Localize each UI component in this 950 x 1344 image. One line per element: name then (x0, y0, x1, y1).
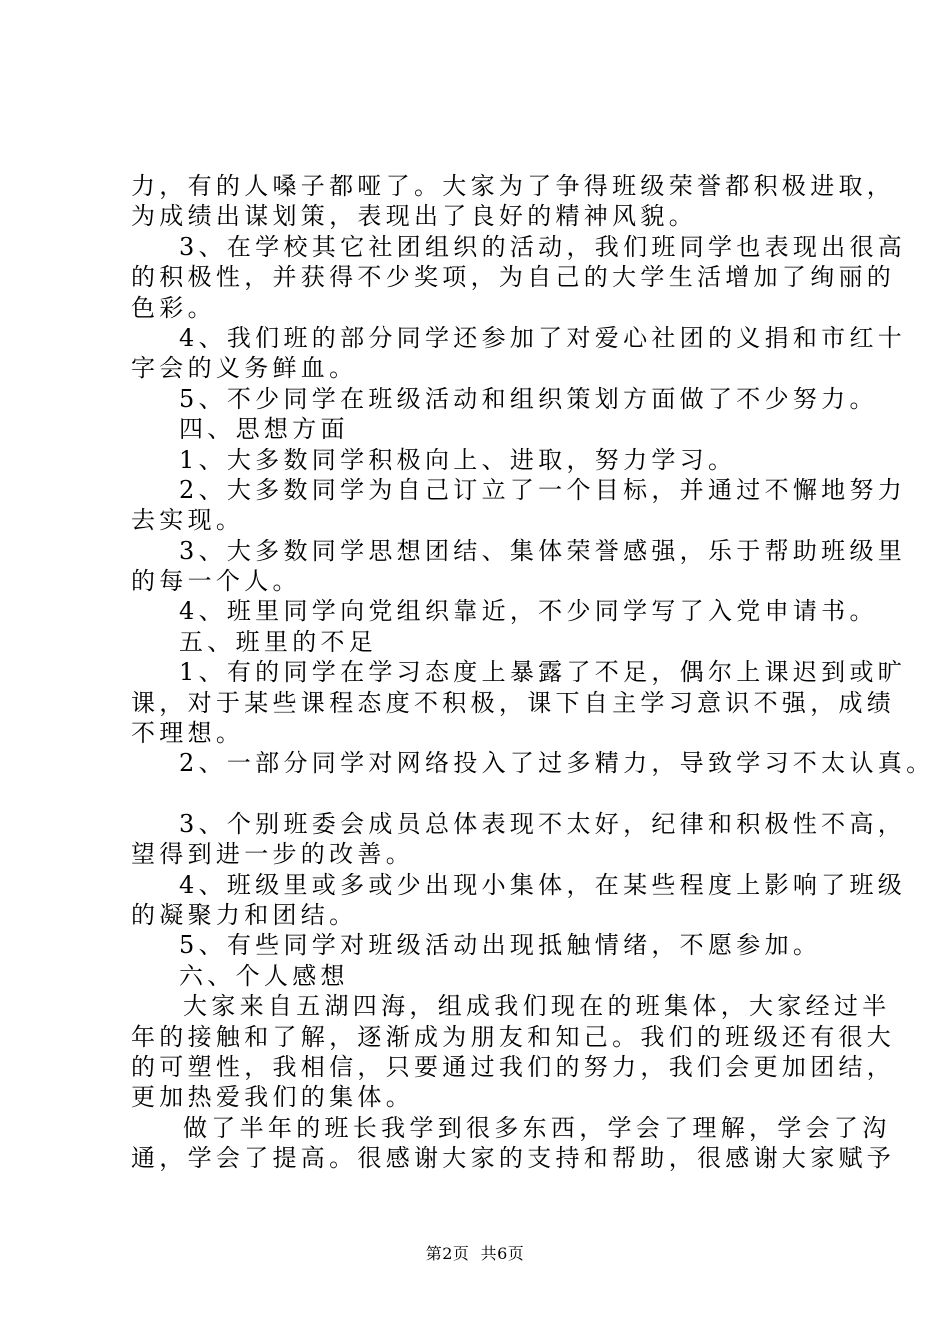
text-line: 2、一部分同学对网络投入了过多精力，导致学习不太认真。 (179, 749, 935, 778)
text-line: 四、思想方面 (179, 415, 349, 444)
page-total: 共6页 (480, 1244, 525, 1263)
text-line: 为成绩出谋划策，表现出了良好的精神风貌。 (131, 202, 697, 231)
text-line: 五、班里的不足 (179, 627, 378, 656)
document-body (131, 171, 935, 1174)
text-line: 大家来自五湖四海，组成我们现在的班集体，大家经过半 (183, 992, 891, 1021)
text-line: 5、有些同学对班级活动出现抵触情绪，不愿参加。 (179, 931, 822, 960)
text-line: 不理想。 (131, 719, 245, 748)
text-line: 年的接触和了解，逐渐成为朋友和知己。我们的班级还有很大 (131, 1022, 896, 1051)
text-line: 的积极性，并获得不少奖项，为自己的大学生活增加了绚丽的 (131, 263, 896, 292)
text-line: 课，对于某些课程态度不积极，课下自主学习意识不强，成绩 (131, 688, 896, 717)
text-line: 2、大多数同学为自己订立了一个目标，并通过不懈地努力 (179, 475, 907, 504)
page-footer (0, 1244, 950, 1264)
text-line: 通，学会了提高。很感谢大家的支持和帮助，很感谢大家赋予 (131, 1144, 896, 1173)
text-line: 4、我们班的部分同学还参加了对爱心社团的义捐和市红十 (179, 323, 907, 352)
text-line: 3、在学校其它社团组织的活动，我们班同学也表现出很高 (179, 232, 907, 261)
page-number: 第2页 (425, 1244, 470, 1263)
text-line: 更加热爱我们的集体。 (131, 1083, 414, 1112)
text-line: 1、有的同学在学习态度上暴露了不足，偶尔上课迟到或旷 (179, 658, 907, 687)
text-line (131, 779, 836, 809)
text-line: 3、个别班委会成员总体表现不太好，纪律和积极性不高， (179, 809, 907, 838)
text-line: 4、班里同学向党组织靠近，不少同学写了入党申请书。 (179, 597, 878, 626)
text-line: 的可塑性，我相信，只要通过我们的努力，我们会更加团结， (131, 1052, 896, 1081)
text-line: 3、大多数同学思想团结、集体荣誉感强，乐于帮助班级里 (179, 536, 907, 565)
text-line: 1、大多数同学积极向上、进取，努力学习。 (179, 445, 737, 474)
text-line: 去实现。 (131, 506, 245, 535)
text-line: 望得到进一步的改善。 (131, 840, 414, 869)
text-line: 4、班级里或多或少出现小集体，在某些程度上影响了班级 (179, 870, 907, 899)
text-line: 色彩。 (131, 293, 216, 322)
text-line: 的每一个人。 (131, 567, 301, 596)
text-line: 字会的义务鲜血。 (131, 354, 358, 383)
text-line: 六、个人感想 (179, 961, 349, 990)
text-line: 力，有的人嗓子都哑了。大家为了争得班级荣誉都积极进取， (131, 172, 896, 200)
text-line: 5、不少同学在班级活动和组织策划方面做了不少努力。 (179, 384, 878, 413)
text-line: 的凝聚力和团结。 (131, 900, 358, 929)
text-line: 做了半年的班长我学到很多东西，学会了理解，学会了沟 (183, 1113, 891, 1142)
